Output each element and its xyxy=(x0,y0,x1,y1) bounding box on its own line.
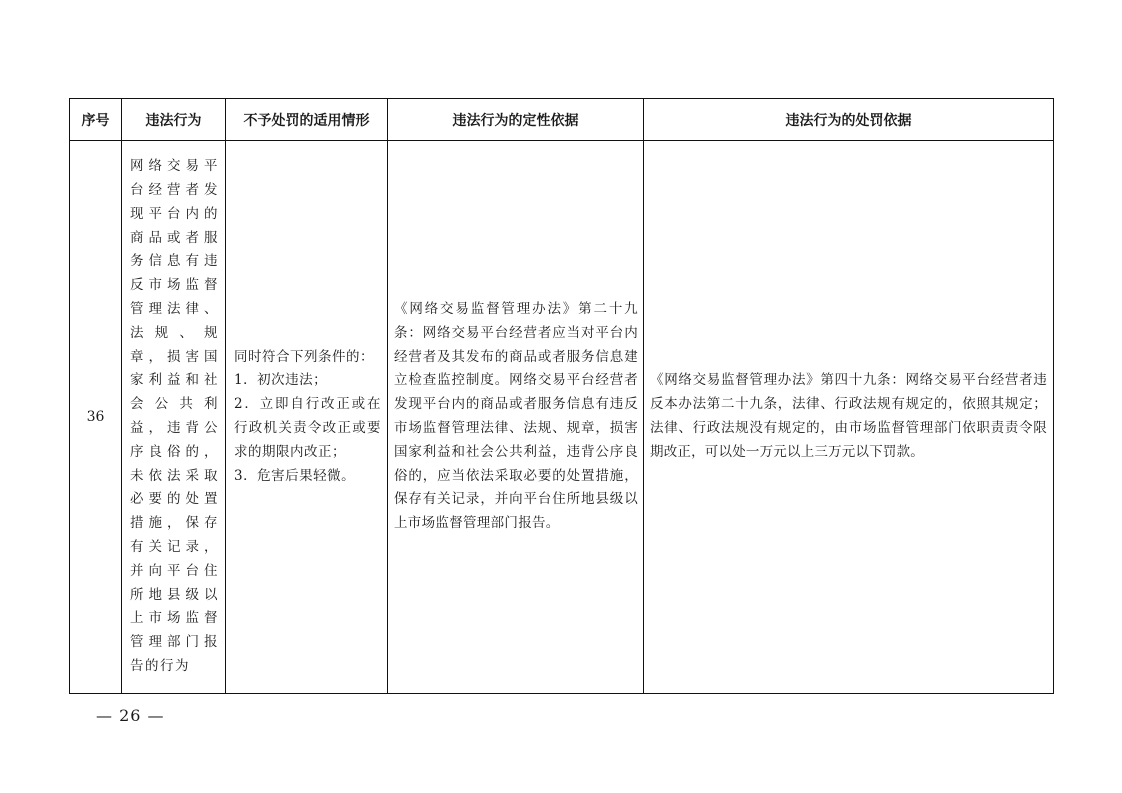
penalty-basis-cell: 《网络交易监督管理办法》第四十九条：网络交易平台经营者违反本办法第二十九条，法律、行政法规有规定的，依照其规定；法律、行政法规没有规定的，由市场监督管理部门依职责责令限期改正，可以处一万元以上三万元以下罚款。 xyxy=(644,141,1054,694)
header-no: 序号 xyxy=(70,99,122,141)
exemption-cell xyxy=(226,141,388,694)
row-number: 36 xyxy=(70,141,122,694)
legal-basis-cell: 《网络交易监督管理办法》第二十九条：网络交易平台经营者应当对平台内经营者及其发布的商品或者服务信息建立检查监控制度。网络交易平台经营者发现平台内的商品或者服务信息有违反市场监督管理法律、法规、规章，损害国家利益和社会公共利益，违背公序良俗的，应当依法采取必要的处置措施，保存有关记录，并向平台住所地县级以上市场监督管理部门报告。 xyxy=(388,141,644,694)
regulation-table xyxy=(69,98,1054,694)
header-violation: 违法行为 xyxy=(122,99,226,141)
table-row xyxy=(70,141,1054,694)
header-exemption: 不予处罚的适用情形 xyxy=(226,99,388,141)
exemption-item-2: 2．立即自行改正或在行政机关责令改正或要求的期限内改正； xyxy=(234,396,381,460)
header-legal-basis: 违法行为的定性依据 xyxy=(388,99,644,141)
table-header-row xyxy=(70,99,1054,141)
exemption-item-3: 3．危害后果轻微。 xyxy=(234,467,356,484)
header-penalty-basis: 违法行为的处罚依据 xyxy=(644,99,1054,141)
exemption-item-1: 1．初次违法； xyxy=(234,372,328,389)
exemption-intro: 同时符合下列条件的： xyxy=(234,348,374,365)
page-number: — 26 — xyxy=(96,706,165,725)
violation-cell: 网络交易平台经营者发现平台内的商品或者服务信息有违反市场监督管理法律、法规、规章，损害国家利益和社会公共利益，违背公序良俗的，未依法采取必要的处置措施，保存有关记录，并向平台住所地县级以上市场监督管理部门报告的行为 xyxy=(122,141,226,694)
